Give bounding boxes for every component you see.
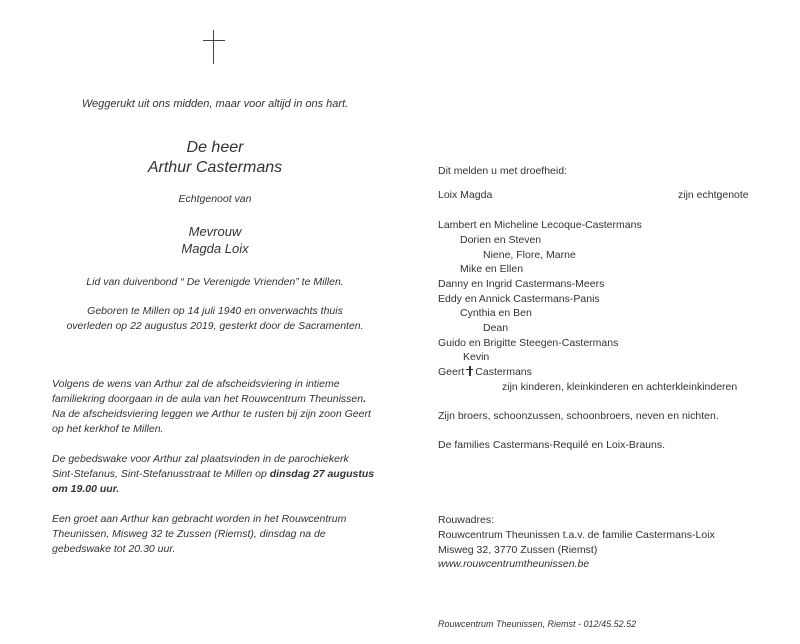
family-line: Guido en Brigitte Steegen-Castermans <box>438 337 619 349</box>
spouse-name: Magda Loix <box>181 241 249 256</box>
deceased-name: Arthur Castermans <box>147 159 283 176</box>
latin-cross-icon <box>203 30 225 64</box>
family-line: Dean <box>483 322 509 334</box>
announcement-intro: Dit melden u met droefheid: <box>438 165 567 177</box>
family-line: Mike en Ellen <box>460 263 524 275</box>
vigil-time: om 19.00 uur. <box>52 483 120 495</box>
address-line-1: Rouwcentrum Theunissen t.a.v. de familie Castermans-Loix <box>438 529 715 541</box>
spouse-title: Mevrouw <box>188 224 242 239</box>
farewell-paragraph: Volgens de wens van Arthur zal de afscheidsviering in intieme familiekring doorgaan in de aula van het Rouwcentrum Theunissen. Na de afscheidsviering leggen we Arthur te rusten bij zijn zoon Geert op het kerkhof te Millen. <box>52 378 371 435</box>
family-line: Cynthia en Ben <box>460 307 532 319</box>
address-line-2: Misweg 32, 3770 Zussen (Riemst) <box>438 544 598 556</box>
address-label: Rouwadres: <box>438 514 495 526</box>
birth-death-text: Geboren te Millen op 14 juli 1940 en onverwachts thuis overleden op 22 augustus 2019, gesterkt door de Sacramenten. <box>66 305 364 332</box>
family-line: Kevin <box>463 351 490 363</box>
motto: Weggerukt uit ons midden, maar voor altijd in ons hart. <box>81 98 349 110</box>
website-link[interactable]: www.rouwcentrumtheunissen.be <box>438 558 590 570</box>
spouse-intro: Echtgenoot van <box>178 193 252 205</box>
family-line: Eddy en Annick Castermans-Panis <box>438 293 600 305</box>
family-line: Lambert en Micheline Lecoque-Castermans <box>438 219 642 231</box>
greeting-paragraph: Een groet aan Arthur kan gebracht worden in het Rouwcentrum Theunissen, Misweg 32 te Zussen (Riemst), dinsdag na de gebedswake tot 20.30 uur. <box>52 513 347 555</box>
title-line-1: De heer <box>186 139 244 156</box>
family-line: Dorien en Steven <box>460 234 542 246</box>
family-line: Niene, Flore, Marne <box>483 249 576 261</box>
family-line: Danny en Ingrid Castermans-Meers <box>438 278 605 290</box>
vigil-paragraph: De gebedswake voor Arthur zal plaatsvinden in de parochiekerk Sint-Stefanus, Sint-Stefanusstraat te Millen op dinsdag 27 augustus om 19.00 uur. <box>52 453 375 495</box>
footer-credit: Rouwcentrum Theunissen, Riemst - 012/45.52.52 <box>438 619 637 629</box>
vigil-date: dinsdag 27 augustus <box>269 468 375 480</box>
dagger-icon <box>466 366 473 376</box>
families-line: De families Castermans-Requilé en Loix-Brauns. <box>438 439 666 451</box>
family-line-geert: Geert Castermans <box>438 366 532 378</box>
spouse-relative-role: zijn echtgenote <box>678 189 749 201</box>
spouse-relative-name: Loix Magda <box>438 189 493 201</box>
siblings-line: Zijn broers, schoonzussen, schoonbroers, neven en nichten. <box>438 410 719 422</box>
children-line: zijn kinderen, kleinkinderen en achterkleinkinderen <box>502 381 738 393</box>
membership-line: Lid van duivenbond “ De Verenigde Vrienden” te Millen. <box>86 276 344 288</box>
